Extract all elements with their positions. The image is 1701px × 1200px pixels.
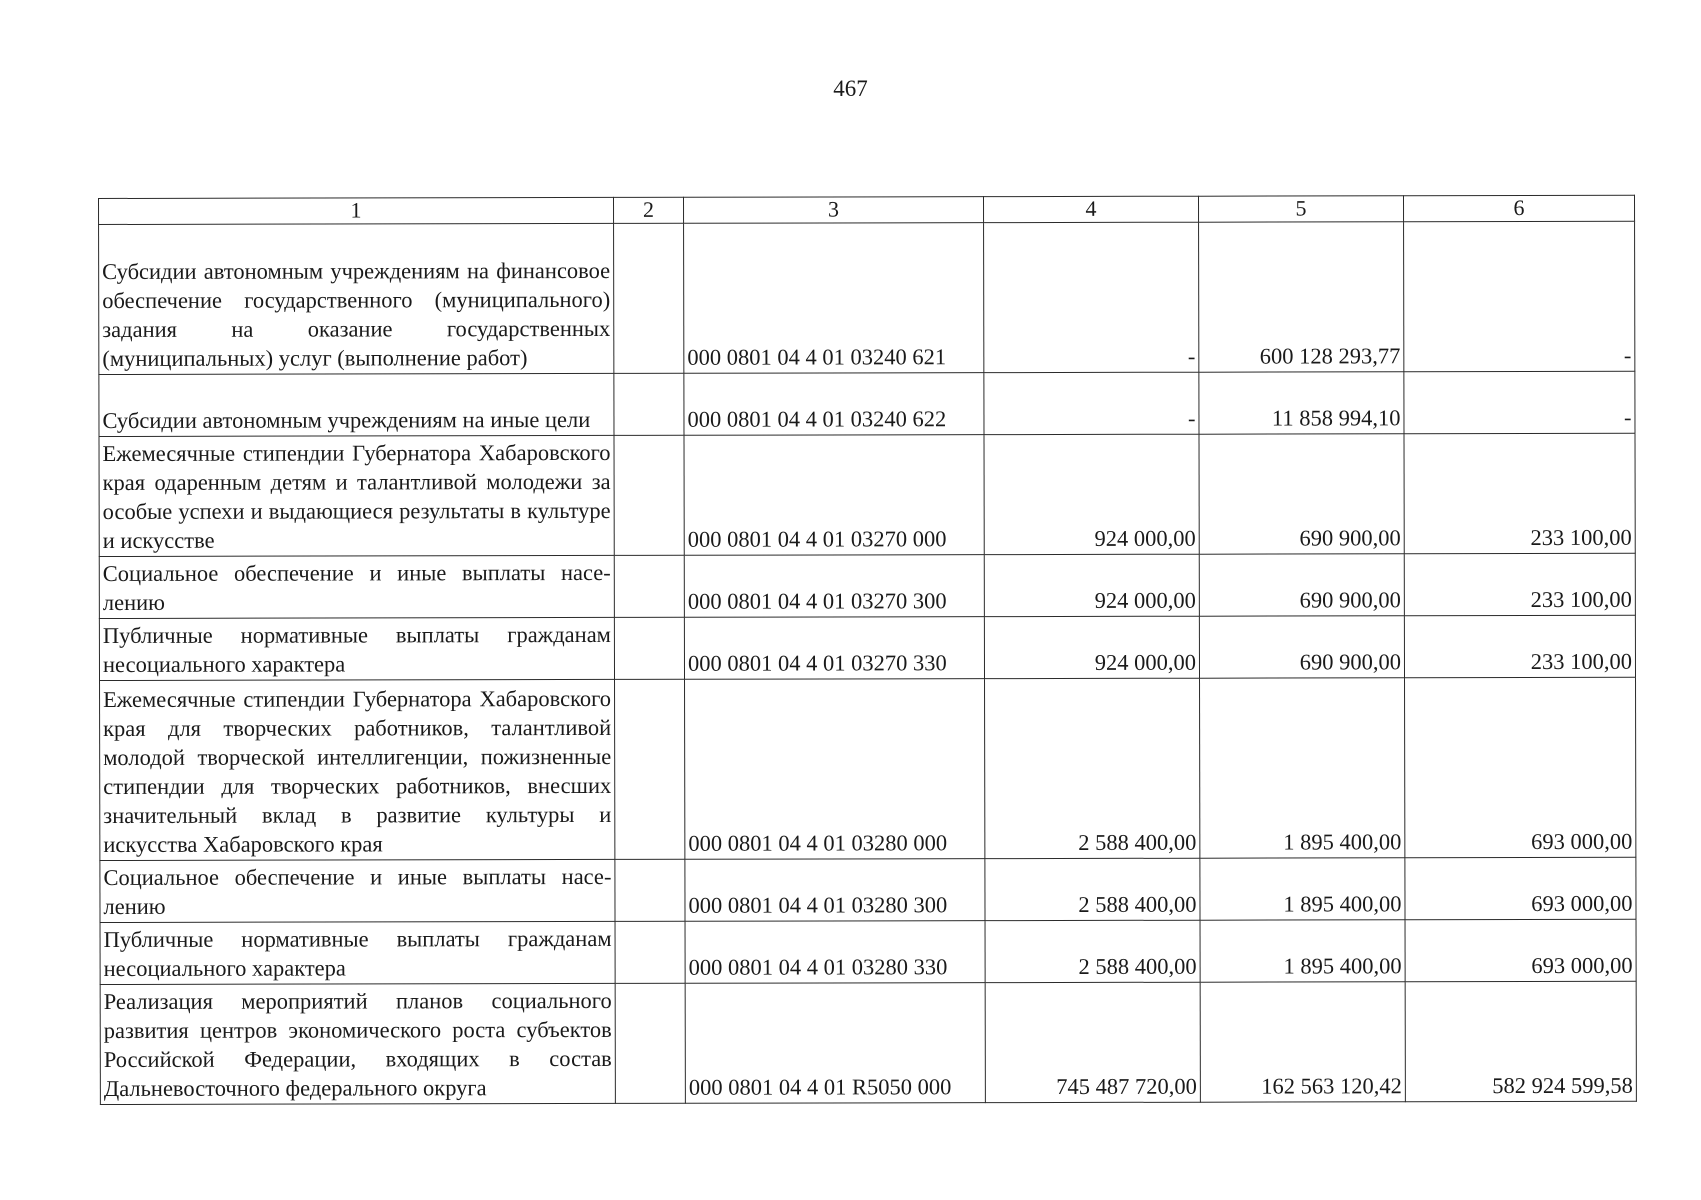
row-col6: - (1404, 371, 1635, 433)
row-description: Ежемесячные стипендии Губернатора Хабаровского края для творческих работников, талантливой молодой творческой интеллигенции, пожизненные стипендии для творческих работников, внесших значительный вклад в развитие культуры и искусства Хабаровского края (100, 679, 615, 860)
row-description: Социальное обеспечение и иные выплаты населению (99, 555, 614, 618)
row-col2 (615, 921, 685, 983)
row-col5: 11 858 994,10 (1199, 372, 1404, 434)
table-row (99, 433, 1635, 556)
row-col5: 1 895 400,00 (1200, 858, 1405, 920)
row-col2 (615, 983, 685, 1103)
column-number-row (99, 195, 1635, 224)
column-header-3: 3 (683, 197, 983, 224)
row-description: Субсидии автономным учреждениям на иные цели (99, 373, 614, 436)
row-col2 (614, 435, 684, 555)
row-description: Социальное обеспечение и иные выплаты населению (100, 859, 615, 922)
row-description: Ежемесячные стипендии Губернатора Хабаровского края одаренным детям и талантливой молодежи за особые успехи и выдающиеся результаты в культуре и искусстве (99, 435, 614, 556)
row-col4: 745 487 720,00 (985, 982, 1200, 1102)
row-budget-code: 000 0801 04 4 01 03270 300 (684, 555, 984, 618)
row-col6: 693 000,00 (1405, 857, 1636, 919)
row-col2 (614, 223, 684, 373)
row-col4: - (984, 222, 1199, 372)
row-col4: 924 000,00 (984, 616, 1199, 678)
row-col2 (614, 617, 684, 679)
row-col4: 924 000,00 (984, 554, 1199, 616)
row-col5: 162 563 120,42 (1200, 982, 1405, 1102)
row-col6: - (1404, 221, 1635, 371)
row-col5: 600 128 293,77 (1199, 222, 1404, 372)
row-col4: - (984, 372, 1199, 434)
column-header-6: 6 (1403, 195, 1634, 221)
table-row (99, 221, 1635, 374)
row-col4: 2 588 400,00 (985, 678, 1200, 858)
row-description: Реализация мероприятий планов социального развития центров экономического роста субъектов Российской Федерации, входящих в состав Дальневосточного федерального округа (100, 983, 615, 1104)
row-col5: 690 900,00 (1199, 434, 1404, 554)
row-budget-code: 000 0801 04 4 01 03240 621 (684, 223, 984, 374)
row-col4: 924 000,00 (984, 434, 1199, 554)
row-col4: 2 588 400,00 (985, 858, 1200, 920)
table-row (100, 677, 1636, 860)
row-col6: 693 000,00 (1405, 677, 1636, 857)
row-budget-code: 000 0801 04 4 01 03240 622 (684, 373, 984, 436)
row-description: Публичные нормативные выплаты гражданам несоциального характера (100, 921, 615, 984)
table-row (99, 553, 1635, 618)
budget-table-wrapper (98, 195, 1636, 1105)
row-col6: 582 924 599,58 (1405, 981, 1636, 1101)
row-description: Субсидии автономным учреждениям на финансовое обеспечение государственного (муниципального) задания на оказание государственных (муниципальных) услуг (выполнение работ) (99, 223, 614, 374)
row-col2 (615, 859, 685, 921)
page-number: 467 (833, 76, 868, 101)
row-budget-code: 000 0801 04 4 01 03280 000 (685, 679, 985, 860)
table-row (100, 981, 1636, 1104)
table-row (99, 371, 1635, 436)
row-budget-code: 000 0801 04 4 01 03280 300 (685, 859, 985, 922)
row-col6: 233 100,00 (1404, 433, 1635, 553)
row-budget-code: 000 0801 04 4 01 03270 330 (684, 617, 984, 680)
row-col6: 693 000,00 (1405, 919, 1636, 981)
table-row (100, 857, 1636, 922)
row-col2 (615, 679, 685, 859)
row-col5: 690 900,00 (1199, 554, 1404, 616)
row-budget-code: 000 0801 04 4 01 R5050 000 (685, 983, 985, 1104)
budget-table (98, 195, 1637, 1105)
column-header-2: 2 (613, 197, 683, 223)
row-budget-code: 000 0801 04 4 01 03280 330 (685, 921, 985, 984)
row-col5: 1 895 400,00 (1200, 920, 1405, 982)
row-budget-code: 000 0801 04 4 01 03270 000 (684, 435, 984, 556)
table-row (100, 919, 1636, 984)
row-col2 (614, 555, 684, 617)
row-col2 (614, 373, 684, 435)
row-col6: 233 100,00 (1404, 553, 1635, 615)
row-col5: 1 895 400,00 (1200, 678, 1405, 858)
column-header-4: 4 (983, 196, 1198, 222)
column-header-5: 5 (1198, 196, 1403, 222)
row-col6: 233 100,00 (1404, 615, 1635, 677)
row-col5: 690 900,00 (1199, 616, 1404, 678)
column-header-1: 1 (99, 197, 614, 224)
row-col4: 2 588 400,00 (985, 920, 1200, 982)
table-row (99, 615, 1635, 680)
row-description: Публичные нормативные выплаты гражданам несоциального характера (99, 617, 614, 680)
